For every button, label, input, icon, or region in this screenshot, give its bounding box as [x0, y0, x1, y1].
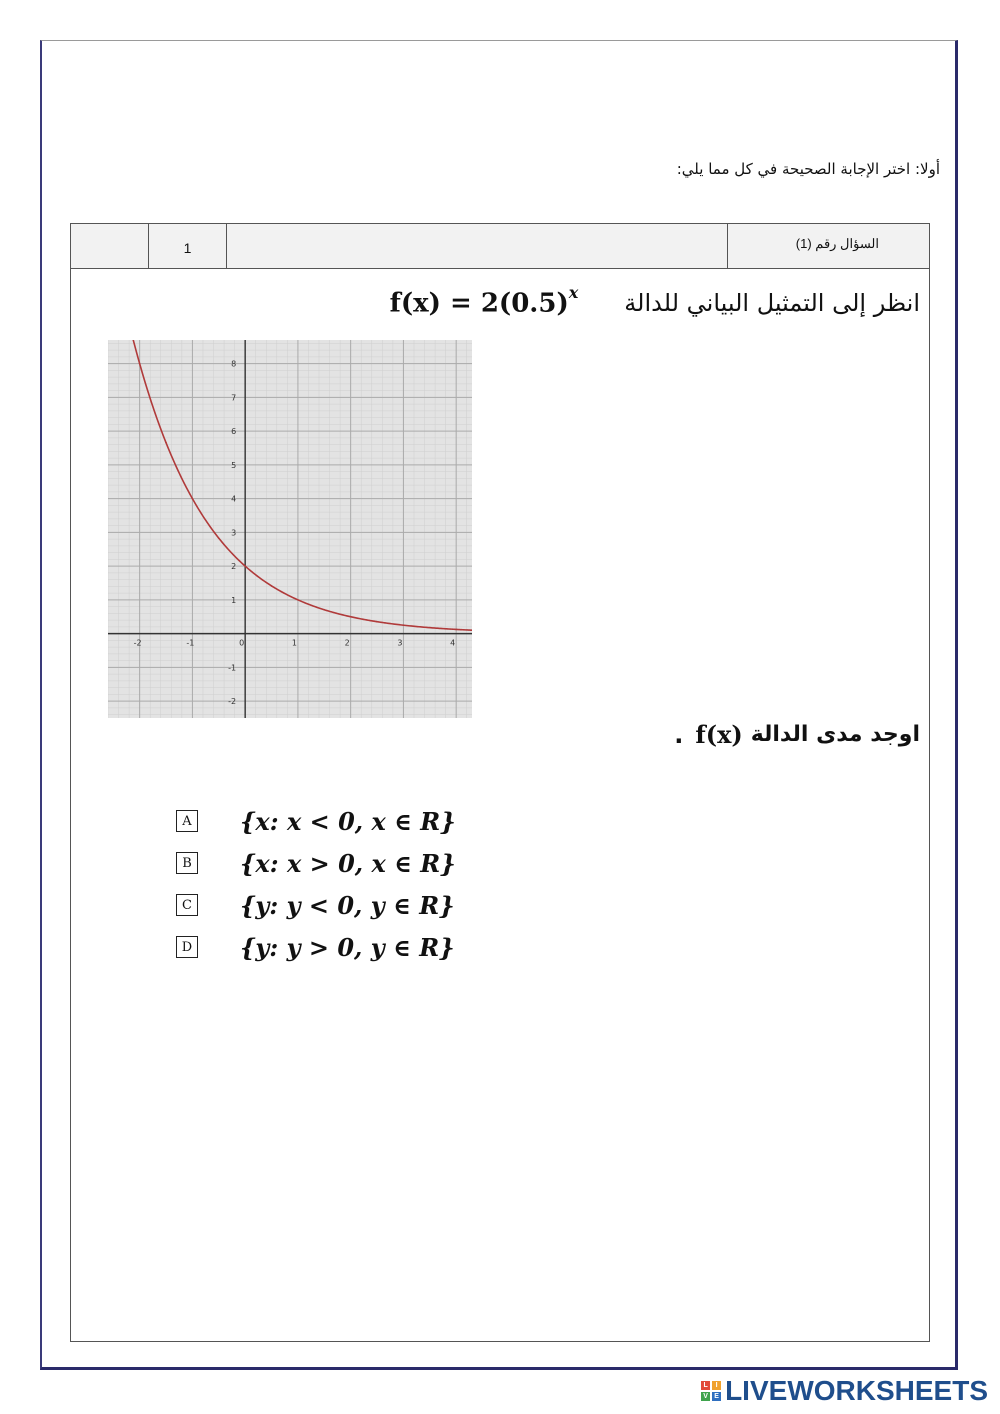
prompt-line — [390, 283, 920, 323]
ask-line — [674, 720, 920, 749]
data-point — [218, 537, 220, 539]
y-tick-label: 2 — [231, 562, 237, 572]
header-cell-label — [728, 224, 929, 268]
x-tick-label: 1 — [291, 638, 298, 648]
data-point — [139, 363, 141, 365]
ask-dot: . — [674, 720, 684, 749]
option-d[interactable] — [176, 926, 456, 968]
y-tick-label: 4 — [231, 494, 237, 504]
option-c[interactable] — [176, 884, 456, 926]
function-formula — [389, 283, 579, 319]
x-tick-label: 4 — [450, 638, 456, 648]
x-tick-label: 3 — [397, 638, 403, 648]
brand-text: LIVEWORKSHEETS — [725, 1375, 988, 1406]
header-cell-number — [149, 224, 227, 268]
data-point — [244, 565, 246, 567]
y-tick-label: 1 — [231, 595, 237, 605]
option-b[interactable] — [176, 842, 456, 884]
y-tick-label: -1 — [228, 663, 237, 673]
question-label: السؤال رقم (1) — [795, 236, 879, 251]
logo-tile: I — [712, 1381, 721, 1390]
option-a-checkbox[interactable]: A — [176, 810, 198, 832]
data-point — [271, 585, 273, 587]
prompt-text: انظر إلى التمثيل البياني للدالة — [624, 289, 920, 317]
formula-exponent: x — [568, 283, 579, 303]
graph-background — [108, 340, 472, 718]
logo-grid-icon — [701, 1381, 721, 1401]
graph-svg — [108, 340, 472, 718]
logo-tile: L — [701, 1381, 710, 1390]
x-tick-label: -2 — [133, 638, 142, 648]
y-tick-label: 5 — [231, 460, 237, 470]
logo-tile: E — [712, 1392, 721, 1401]
data-point — [323, 609, 325, 611]
formula-base: f(x) = 2(0.5) — [389, 288, 569, 319]
data-point — [376, 621, 378, 623]
x-tick-label: 2 — [344, 638, 350, 648]
function-graph — [108, 340, 472, 718]
ask-text: اوجد مدى الدالة — [750, 722, 920, 747]
header-cell-blank — [227, 224, 728, 268]
option-b-checkbox[interactable]: B — [176, 852, 198, 874]
x-tick-label: 0 — [239, 638, 245, 648]
logo-tile: V — [701, 1392, 710, 1401]
answer-options — [176, 800, 456, 968]
data-point — [429, 627, 431, 629]
question-header-row — [71, 224, 929, 269]
x-tick-label: -1 — [186, 638, 195, 648]
data-point — [297, 599, 299, 601]
y-tick-label: 6 — [231, 427, 237, 437]
option-b-text: {x: x > 0, x ∈ R} — [240, 848, 456, 878]
ask-function: f(x) — [695, 720, 743, 749]
header-cell-empty — [71, 224, 149, 268]
option-d-text: {y: y > 0, y ∈ R} — [240, 932, 455, 962]
data-point — [350, 616, 352, 618]
y-tick-label: 8 — [231, 359, 237, 369]
y-tick-label: -2 — [228, 697, 237, 707]
option-a[interactable] — [176, 800, 456, 842]
liveworksheets-logo — [701, 1375, 988, 1407]
y-tick-label: 7 — [231, 393, 237, 403]
data-point — [165, 442, 167, 444]
question-number: 1 — [183, 240, 192, 256]
option-d-checkbox[interactable]: D — [176, 936, 198, 958]
option-a-text: {x: x < 0, x ∈ R} — [240, 806, 456, 836]
data-point — [403, 624, 405, 626]
option-c-text: {y: y < 0, y ∈ R} — [240, 890, 455, 920]
option-c-checkbox[interactable]: C — [176, 894, 198, 916]
instructions-text: أولا: اختر الإجابة الصحيحة في كل مما يلي: — [676, 160, 940, 178]
data-point — [455, 629, 457, 631]
y-tick-label: 3 — [231, 528, 237, 538]
data-point — [192, 498, 194, 500]
